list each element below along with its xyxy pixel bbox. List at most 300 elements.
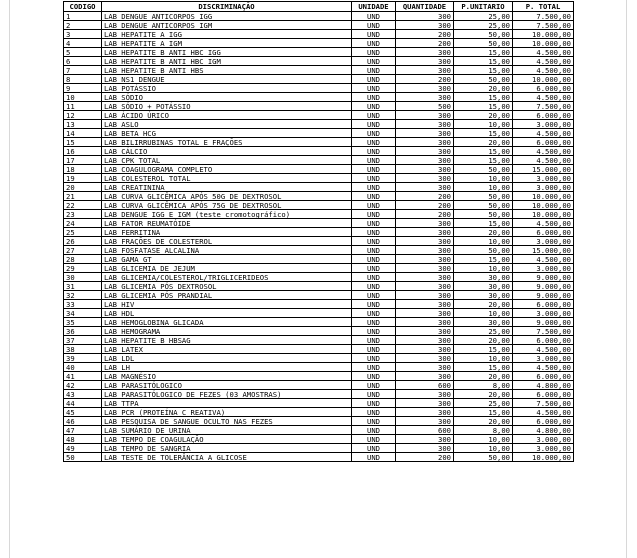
table-row bbox=[64, 264, 574, 273]
cell-quantity: 300 bbox=[396, 138, 454, 147]
cell-unit-price: 20,00 bbox=[454, 336, 513, 345]
cell-unit: UND bbox=[352, 453, 396, 462]
cell-description: LAB BETA HCG bbox=[102, 129, 352, 138]
cell-unit-price: 15,00 bbox=[454, 345, 513, 354]
table-row bbox=[64, 399, 574, 408]
cell-description: LAB DENGUE ANTICORPOS IGM bbox=[102, 21, 352, 30]
cell-unit: UND bbox=[352, 57, 396, 66]
cell-total: 10.000,00 bbox=[513, 30, 574, 39]
cell-unit: UND bbox=[352, 84, 396, 93]
cell-code: 8 bbox=[64, 75, 102, 84]
cell-unit: UND bbox=[352, 21, 396, 30]
cell-quantity: 300 bbox=[396, 345, 454, 354]
cell-total: 4.500,00 bbox=[513, 129, 574, 138]
table-row bbox=[64, 57, 574, 66]
cell-code: 49 bbox=[64, 444, 102, 453]
cell-quantity: 600 bbox=[396, 426, 454, 435]
cell-code: 17 bbox=[64, 156, 102, 165]
cell-unit: UND bbox=[352, 93, 396, 102]
cell-total: 3.000,00 bbox=[513, 309, 574, 318]
cell-unit-price: 50,00 bbox=[454, 165, 513, 174]
cell-unit: UND bbox=[352, 174, 396, 183]
table-row bbox=[64, 408, 574, 417]
cell-unit: UND bbox=[352, 138, 396, 147]
table-row bbox=[64, 192, 574, 201]
table-row bbox=[64, 417, 574, 426]
header-quantity: QUANTIDADE bbox=[396, 2, 454, 12]
table-row bbox=[64, 273, 574, 282]
cell-unit: UND bbox=[352, 66, 396, 75]
cell-quantity: 300 bbox=[396, 354, 454, 363]
table-row bbox=[64, 444, 574, 453]
cell-unit: UND bbox=[352, 354, 396, 363]
cell-code: 13 bbox=[64, 120, 102, 129]
cell-unit-price: 15,00 bbox=[454, 57, 513, 66]
cell-quantity: 200 bbox=[396, 75, 454, 84]
cell-description: LAB GLICEMIA DE JEJUM bbox=[102, 264, 352, 273]
cell-code: 33 bbox=[64, 300, 102, 309]
cell-unit-price: 20,00 bbox=[454, 300, 513, 309]
cell-code: 48 bbox=[64, 435, 102, 444]
cell-unit-price: 15,00 bbox=[454, 129, 513, 138]
cell-code: 40 bbox=[64, 363, 102, 372]
cell-unit: UND bbox=[352, 264, 396, 273]
cell-total: 10.000,00 bbox=[513, 192, 574, 201]
cell-unit-price: 50,00 bbox=[454, 201, 513, 210]
cell-code: 44 bbox=[64, 399, 102, 408]
cell-code: 45 bbox=[64, 408, 102, 417]
cell-unit: UND bbox=[352, 210, 396, 219]
cell-description: LAB HEPATITE B HBSAG bbox=[102, 336, 352, 345]
cell-description: LAB HEPATITE A IGG bbox=[102, 30, 352, 39]
cell-unit-price: 20,00 bbox=[454, 417, 513, 426]
table-row bbox=[64, 453, 574, 462]
cell-description: LAB POTÁSSIO bbox=[102, 84, 352, 93]
cell-description: LAB PARASITÓLOGICO bbox=[102, 381, 352, 390]
table-row bbox=[64, 237, 574, 246]
cell-quantity: 200 bbox=[396, 192, 454, 201]
cell-quantity: 200 bbox=[396, 201, 454, 210]
cell-description: LAB TESTE DE TOLERÂNCIA A GLICOSE bbox=[102, 453, 352, 462]
cell-code: 42 bbox=[64, 381, 102, 390]
cell-total: 6.000,00 bbox=[513, 390, 574, 399]
cell-unit: UND bbox=[352, 282, 396, 291]
cell-code: 14 bbox=[64, 129, 102, 138]
cell-quantity: 300 bbox=[396, 417, 454, 426]
cell-code: 2 bbox=[64, 21, 102, 30]
cell-unit: UND bbox=[352, 327, 396, 336]
cell-total: 15.000,00 bbox=[513, 165, 574, 174]
cell-unit: UND bbox=[352, 291, 396, 300]
cell-unit: UND bbox=[352, 300, 396, 309]
cell-code: 25 bbox=[64, 228, 102, 237]
table-row bbox=[64, 309, 574, 318]
cell-total: 4.500,00 bbox=[513, 219, 574, 228]
cell-quantity: 300 bbox=[396, 408, 454, 417]
cell-code: 19 bbox=[64, 174, 102, 183]
cell-description: LAB HEPATITE B ANTI HBS bbox=[102, 66, 352, 75]
table-row bbox=[64, 390, 574, 399]
cell-total: 10.000,00 bbox=[513, 453, 574, 462]
cell-unit: UND bbox=[352, 417, 396, 426]
cell-description: LAB LDL bbox=[102, 354, 352, 363]
cell-quantity: 200 bbox=[396, 453, 454, 462]
cell-description: LAB LH bbox=[102, 363, 352, 372]
cell-unit: UND bbox=[352, 273, 396, 282]
cell-code: 4 bbox=[64, 39, 102, 48]
cell-unit: UND bbox=[352, 435, 396, 444]
table-row bbox=[64, 147, 574, 156]
cell-unit-price: 15,00 bbox=[454, 219, 513, 228]
cell-unit-price: 50,00 bbox=[454, 453, 513, 462]
cell-quantity: 300 bbox=[396, 48, 454, 57]
cell-unit: UND bbox=[352, 345, 396, 354]
cell-unit: UND bbox=[352, 156, 396, 165]
cell-code: 5 bbox=[64, 48, 102, 57]
table-row bbox=[64, 246, 574, 255]
cell-description: LAB FRAÇÕES DE COLESTEROL bbox=[102, 237, 352, 246]
cell-description: LAB ASLO bbox=[102, 120, 352, 129]
cell-total: 4.500,00 bbox=[513, 156, 574, 165]
cell-unit-price: 20,00 bbox=[454, 228, 513, 237]
cell-total: 6.000,00 bbox=[513, 417, 574, 426]
cell-code: 28 bbox=[64, 255, 102, 264]
cell-description: LAB CURVA GLICÊMICA APÓS 75G DE DEXTROSOL bbox=[102, 201, 352, 210]
cell-description: LAB SÓDIO + POTÁSSIO bbox=[102, 102, 352, 111]
cell-code: 37 bbox=[64, 336, 102, 345]
cell-unit: UND bbox=[352, 426, 396, 435]
table-header-row bbox=[64, 2, 574, 12]
cell-description: LAB CPK TOTAL bbox=[102, 156, 352, 165]
cell-description: LAB HEPATITE B ANTI HBC IGM bbox=[102, 57, 352, 66]
cell-total: 9.000,00 bbox=[513, 291, 574, 300]
cell-total: 7.500,00 bbox=[513, 102, 574, 111]
cell-unit-price: 10,00 bbox=[454, 237, 513, 246]
cell-code: 47 bbox=[64, 426, 102, 435]
cell-quantity: 300 bbox=[396, 282, 454, 291]
cell-quantity: 300 bbox=[396, 255, 454, 264]
cell-quantity: 300 bbox=[396, 318, 454, 327]
cell-unit-price: 15,00 bbox=[454, 363, 513, 372]
cell-code: 30 bbox=[64, 273, 102, 282]
cell-code: 50 bbox=[64, 453, 102, 462]
cell-description: LAB PESQUISA DE SANGUE OCULTO NAS FEZES bbox=[102, 417, 352, 426]
cell-total: 3.000,00 bbox=[513, 354, 574, 363]
cell-unit: UND bbox=[352, 336, 396, 345]
cell-total: 6.000,00 bbox=[513, 138, 574, 147]
cell-total: 7.500,00 bbox=[513, 327, 574, 336]
cell-total: 4.500,00 bbox=[513, 57, 574, 66]
cell-quantity: 300 bbox=[396, 165, 454, 174]
cell-quantity: 500 bbox=[396, 102, 454, 111]
cell-total: 3.000,00 bbox=[513, 264, 574, 273]
table-row bbox=[64, 255, 574, 264]
cell-unit: UND bbox=[352, 75, 396, 84]
table-row bbox=[64, 435, 574, 444]
header-code: CODIGO bbox=[64, 2, 102, 12]
cell-description: LAB TEMPO DE COAGULAÇÃO bbox=[102, 435, 352, 444]
table-row bbox=[64, 282, 574, 291]
cell-total: 10.000,00 bbox=[513, 39, 574, 48]
cell-code: 7 bbox=[64, 66, 102, 75]
cell-total: 4.500,00 bbox=[513, 93, 574, 102]
cell-code: 35 bbox=[64, 318, 102, 327]
cell-total: 4.500,00 bbox=[513, 363, 574, 372]
cell-quantity: 300 bbox=[396, 309, 454, 318]
cell-quantity: 300 bbox=[396, 84, 454, 93]
cell-unit-price: 25,00 bbox=[454, 399, 513, 408]
cell-unit-price: 30,00 bbox=[454, 318, 513, 327]
cell-quantity: 300 bbox=[396, 363, 454, 372]
cell-quantity: 300 bbox=[396, 435, 454, 444]
cell-unit: UND bbox=[352, 219, 396, 228]
table-row bbox=[64, 75, 574, 84]
table-row bbox=[64, 372, 574, 381]
cell-quantity: 300 bbox=[396, 291, 454, 300]
cell-total: 7.500,00 bbox=[513, 399, 574, 408]
cell-unit: UND bbox=[352, 111, 396, 120]
cell-total: 3.000,00 bbox=[513, 174, 574, 183]
table-row bbox=[64, 345, 574, 354]
cell-description: LAB DENGUE ANTICORPOS IGG bbox=[102, 12, 352, 21]
cell-quantity: 300 bbox=[396, 246, 454, 255]
table-row bbox=[64, 156, 574, 165]
cell-description: LAB GAMA GT bbox=[102, 255, 352, 264]
cell-unit-price: 30,00 bbox=[454, 282, 513, 291]
cell-code: 26 bbox=[64, 237, 102, 246]
cell-code: 11 bbox=[64, 102, 102, 111]
price-table bbox=[63, 1, 574, 462]
cell-code: 32 bbox=[64, 291, 102, 300]
header-unit-price: P.UNITARIO bbox=[454, 2, 513, 12]
cell-unit-price: 10,00 bbox=[454, 183, 513, 192]
table-row bbox=[64, 138, 574, 147]
cell-quantity: 300 bbox=[396, 237, 454, 246]
cell-total: 6.000,00 bbox=[513, 111, 574, 120]
cell-description: LAB GLICEMIA PÓS PRANDIAL bbox=[102, 291, 352, 300]
cell-description: LAB HEMOGRAMA bbox=[102, 327, 352, 336]
header-description: DISCRIMINAÇÃO bbox=[102, 2, 352, 12]
cell-description: LAB SUMÁRIO DE URINA bbox=[102, 426, 352, 435]
cell-code: 3 bbox=[64, 30, 102, 39]
table-row bbox=[64, 12, 574, 21]
cell-total: 3.000,00 bbox=[513, 444, 574, 453]
page-margin-line-left bbox=[9, 0, 10, 558]
table-row bbox=[64, 174, 574, 183]
cell-unit: UND bbox=[352, 30, 396, 39]
cell-total: 4.500,00 bbox=[513, 48, 574, 57]
cell-unit-price: 10,00 bbox=[454, 435, 513, 444]
table-row bbox=[64, 48, 574, 57]
cell-unit: UND bbox=[352, 129, 396, 138]
cell-unit: UND bbox=[352, 363, 396, 372]
cell-quantity: 300 bbox=[396, 21, 454, 30]
cell-code: 12 bbox=[64, 111, 102, 120]
cell-quantity: 300 bbox=[396, 264, 454, 273]
table-row bbox=[64, 84, 574, 93]
cell-unit-price: 10,00 bbox=[454, 354, 513, 363]
cell-code: 9 bbox=[64, 84, 102, 93]
cell-unit: UND bbox=[352, 444, 396, 453]
table-row bbox=[64, 381, 574, 390]
cell-description: LAB SÓDIO bbox=[102, 93, 352, 102]
cell-unit-price: 20,00 bbox=[454, 138, 513, 147]
cell-unit: UND bbox=[352, 309, 396, 318]
cell-description: LAB COAGULOGRAMA COMPLETO bbox=[102, 165, 352, 174]
cell-quantity: 200 bbox=[396, 39, 454, 48]
cell-code: 43 bbox=[64, 390, 102, 399]
cell-unit: UND bbox=[352, 192, 396, 201]
cell-code: 39 bbox=[64, 354, 102, 363]
cell-unit: UND bbox=[352, 318, 396, 327]
cell-total: 9.000,00 bbox=[513, 273, 574, 282]
cell-unit: UND bbox=[352, 12, 396, 21]
cell-description: LAB HDL bbox=[102, 309, 352, 318]
cell-unit-price: 25,00 bbox=[454, 12, 513, 21]
cell-quantity: 300 bbox=[396, 129, 454, 138]
cell-total: 4.500,00 bbox=[513, 255, 574, 264]
cell-unit: UND bbox=[352, 147, 396, 156]
table-row bbox=[64, 39, 574, 48]
cell-unit-price: 50,00 bbox=[454, 75, 513, 84]
cell-unit: UND bbox=[352, 255, 396, 264]
cell-unit: UND bbox=[352, 48, 396, 57]
cell-quantity: 300 bbox=[396, 12, 454, 21]
cell-unit-price: 10,00 bbox=[454, 120, 513, 129]
cell-description: LAB PCR (PROTEÍNA C REATIVA) bbox=[102, 408, 352, 417]
cell-description: LAB NS1 DENGUE bbox=[102, 75, 352, 84]
cell-quantity: 300 bbox=[396, 444, 454, 453]
table-row bbox=[64, 66, 574, 75]
cell-code: 20 bbox=[64, 183, 102, 192]
header-unit: UNIDADE bbox=[352, 2, 396, 12]
table-row bbox=[64, 201, 574, 210]
cell-description: LAB BILIRRUBINAS TOTAL E FRAÇÕES bbox=[102, 138, 352, 147]
cell-unit: UND bbox=[352, 102, 396, 111]
cell-description: LAB CREATININA bbox=[102, 183, 352, 192]
cell-code: 24 bbox=[64, 219, 102, 228]
cell-total: 3.000,00 bbox=[513, 183, 574, 192]
cell-unit-price: 15,00 bbox=[454, 102, 513, 111]
cell-description: LAB CURVA GLICÊMICA APÓS 50G DE DEXTROSOL bbox=[102, 192, 352, 201]
cell-unit: UND bbox=[352, 246, 396, 255]
cell-unit: UND bbox=[352, 390, 396, 399]
cell-description: LAB FATOR REUMATÓIDE bbox=[102, 219, 352, 228]
cell-quantity: 300 bbox=[396, 183, 454, 192]
cell-code: 29 bbox=[64, 264, 102, 273]
cell-code: 16 bbox=[64, 147, 102, 156]
cell-unit-price: 10,00 bbox=[454, 444, 513, 453]
cell-quantity: 300 bbox=[396, 120, 454, 129]
cell-total: 3.000,00 bbox=[513, 435, 574, 444]
cell-unit-price: 30,00 bbox=[454, 273, 513, 282]
cell-total: 15.000,00 bbox=[513, 246, 574, 255]
cell-quantity: 300 bbox=[396, 219, 454, 228]
cell-unit-price: 15,00 bbox=[454, 156, 513, 165]
cell-unit: UND bbox=[352, 237, 396, 246]
header-total: P. TOTAL bbox=[513, 2, 574, 12]
table-row bbox=[64, 210, 574, 219]
cell-unit: UND bbox=[352, 381, 396, 390]
cell-unit-price: 15,00 bbox=[454, 66, 513, 75]
cell-quantity: 300 bbox=[396, 156, 454, 165]
cell-description: LAB HIV bbox=[102, 300, 352, 309]
cell-unit-price: 15,00 bbox=[454, 408, 513, 417]
cell-unit-price: 15,00 bbox=[454, 93, 513, 102]
table-row bbox=[64, 129, 574, 138]
cell-unit-price: 25,00 bbox=[454, 327, 513, 336]
table-row bbox=[64, 93, 574, 102]
cell-description: LAB MAGNÉSIO bbox=[102, 372, 352, 381]
cell-unit-price: 50,00 bbox=[454, 30, 513, 39]
cell-total: 6.000,00 bbox=[513, 84, 574, 93]
table-row bbox=[64, 21, 574, 30]
cell-quantity: 200 bbox=[396, 30, 454, 39]
cell-description: LAB LATEX bbox=[102, 345, 352, 354]
cell-unit: UND bbox=[352, 228, 396, 237]
cell-description: LAB HEPATITE A IGM bbox=[102, 39, 352, 48]
cell-code: 6 bbox=[64, 57, 102, 66]
cell-code: 22 bbox=[64, 201, 102, 210]
cell-description: LAB ÁCIDO ÚRICO bbox=[102, 111, 352, 120]
cell-total: 6.000,00 bbox=[513, 336, 574, 345]
cell-unit-price: 20,00 bbox=[454, 111, 513, 120]
cell-description: LAB FOSFATASE ALCALINA bbox=[102, 246, 352, 255]
cell-unit-price: 50,00 bbox=[454, 246, 513, 255]
cell-total: 4.800,00 bbox=[513, 426, 574, 435]
cell-code: 27 bbox=[64, 246, 102, 255]
cell-quantity: 300 bbox=[396, 372, 454, 381]
cell-unit: UND bbox=[352, 408, 396, 417]
cell-quantity: 300 bbox=[396, 93, 454, 102]
table-row bbox=[64, 300, 574, 309]
cell-total: 10.000,00 bbox=[513, 75, 574, 84]
cell-total: 4.500,00 bbox=[513, 147, 574, 156]
table-row bbox=[64, 327, 574, 336]
cell-total: 10.000,00 bbox=[513, 210, 574, 219]
cell-unit-price: 30,00 bbox=[454, 291, 513, 300]
cell-unit-price: 10,00 bbox=[454, 174, 513, 183]
cell-unit: UND bbox=[352, 183, 396, 192]
table-row bbox=[64, 165, 574, 174]
table-body bbox=[64, 12, 574, 462]
cell-description: LAB GLICEMIA/COLESTEROL/TRIGLICERIDEOS bbox=[102, 273, 352, 282]
cell-code: 46 bbox=[64, 417, 102, 426]
table-row bbox=[64, 228, 574, 237]
table-row bbox=[64, 291, 574, 300]
cell-unit-price: 15,00 bbox=[454, 147, 513, 156]
cell-code: 41 bbox=[64, 372, 102, 381]
cell-unit-price: 50,00 bbox=[454, 192, 513, 201]
cell-description: LAB DENGUE IGG E IGM (teste cromotográfico) bbox=[102, 210, 352, 219]
cell-code: 21 bbox=[64, 192, 102, 201]
table-row bbox=[64, 102, 574, 111]
cell-total: 10.000,00 bbox=[513, 201, 574, 210]
cell-unit-price: 15,00 bbox=[454, 48, 513, 57]
cell-unit: UND bbox=[352, 372, 396, 381]
cell-total: 4.500,00 bbox=[513, 408, 574, 417]
table-row bbox=[64, 219, 574, 228]
cell-total: 6.000,00 bbox=[513, 300, 574, 309]
cell-code: 15 bbox=[64, 138, 102, 147]
table-row bbox=[64, 363, 574, 372]
cell-unit: UND bbox=[352, 165, 396, 174]
cell-total: 6.000,00 bbox=[513, 228, 574, 237]
cell-code: 23 bbox=[64, 210, 102, 219]
cell-quantity: 300 bbox=[396, 399, 454, 408]
cell-total: 6.000,00 bbox=[513, 372, 574, 381]
cell-unit-price: 8,00 bbox=[454, 381, 513, 390]
